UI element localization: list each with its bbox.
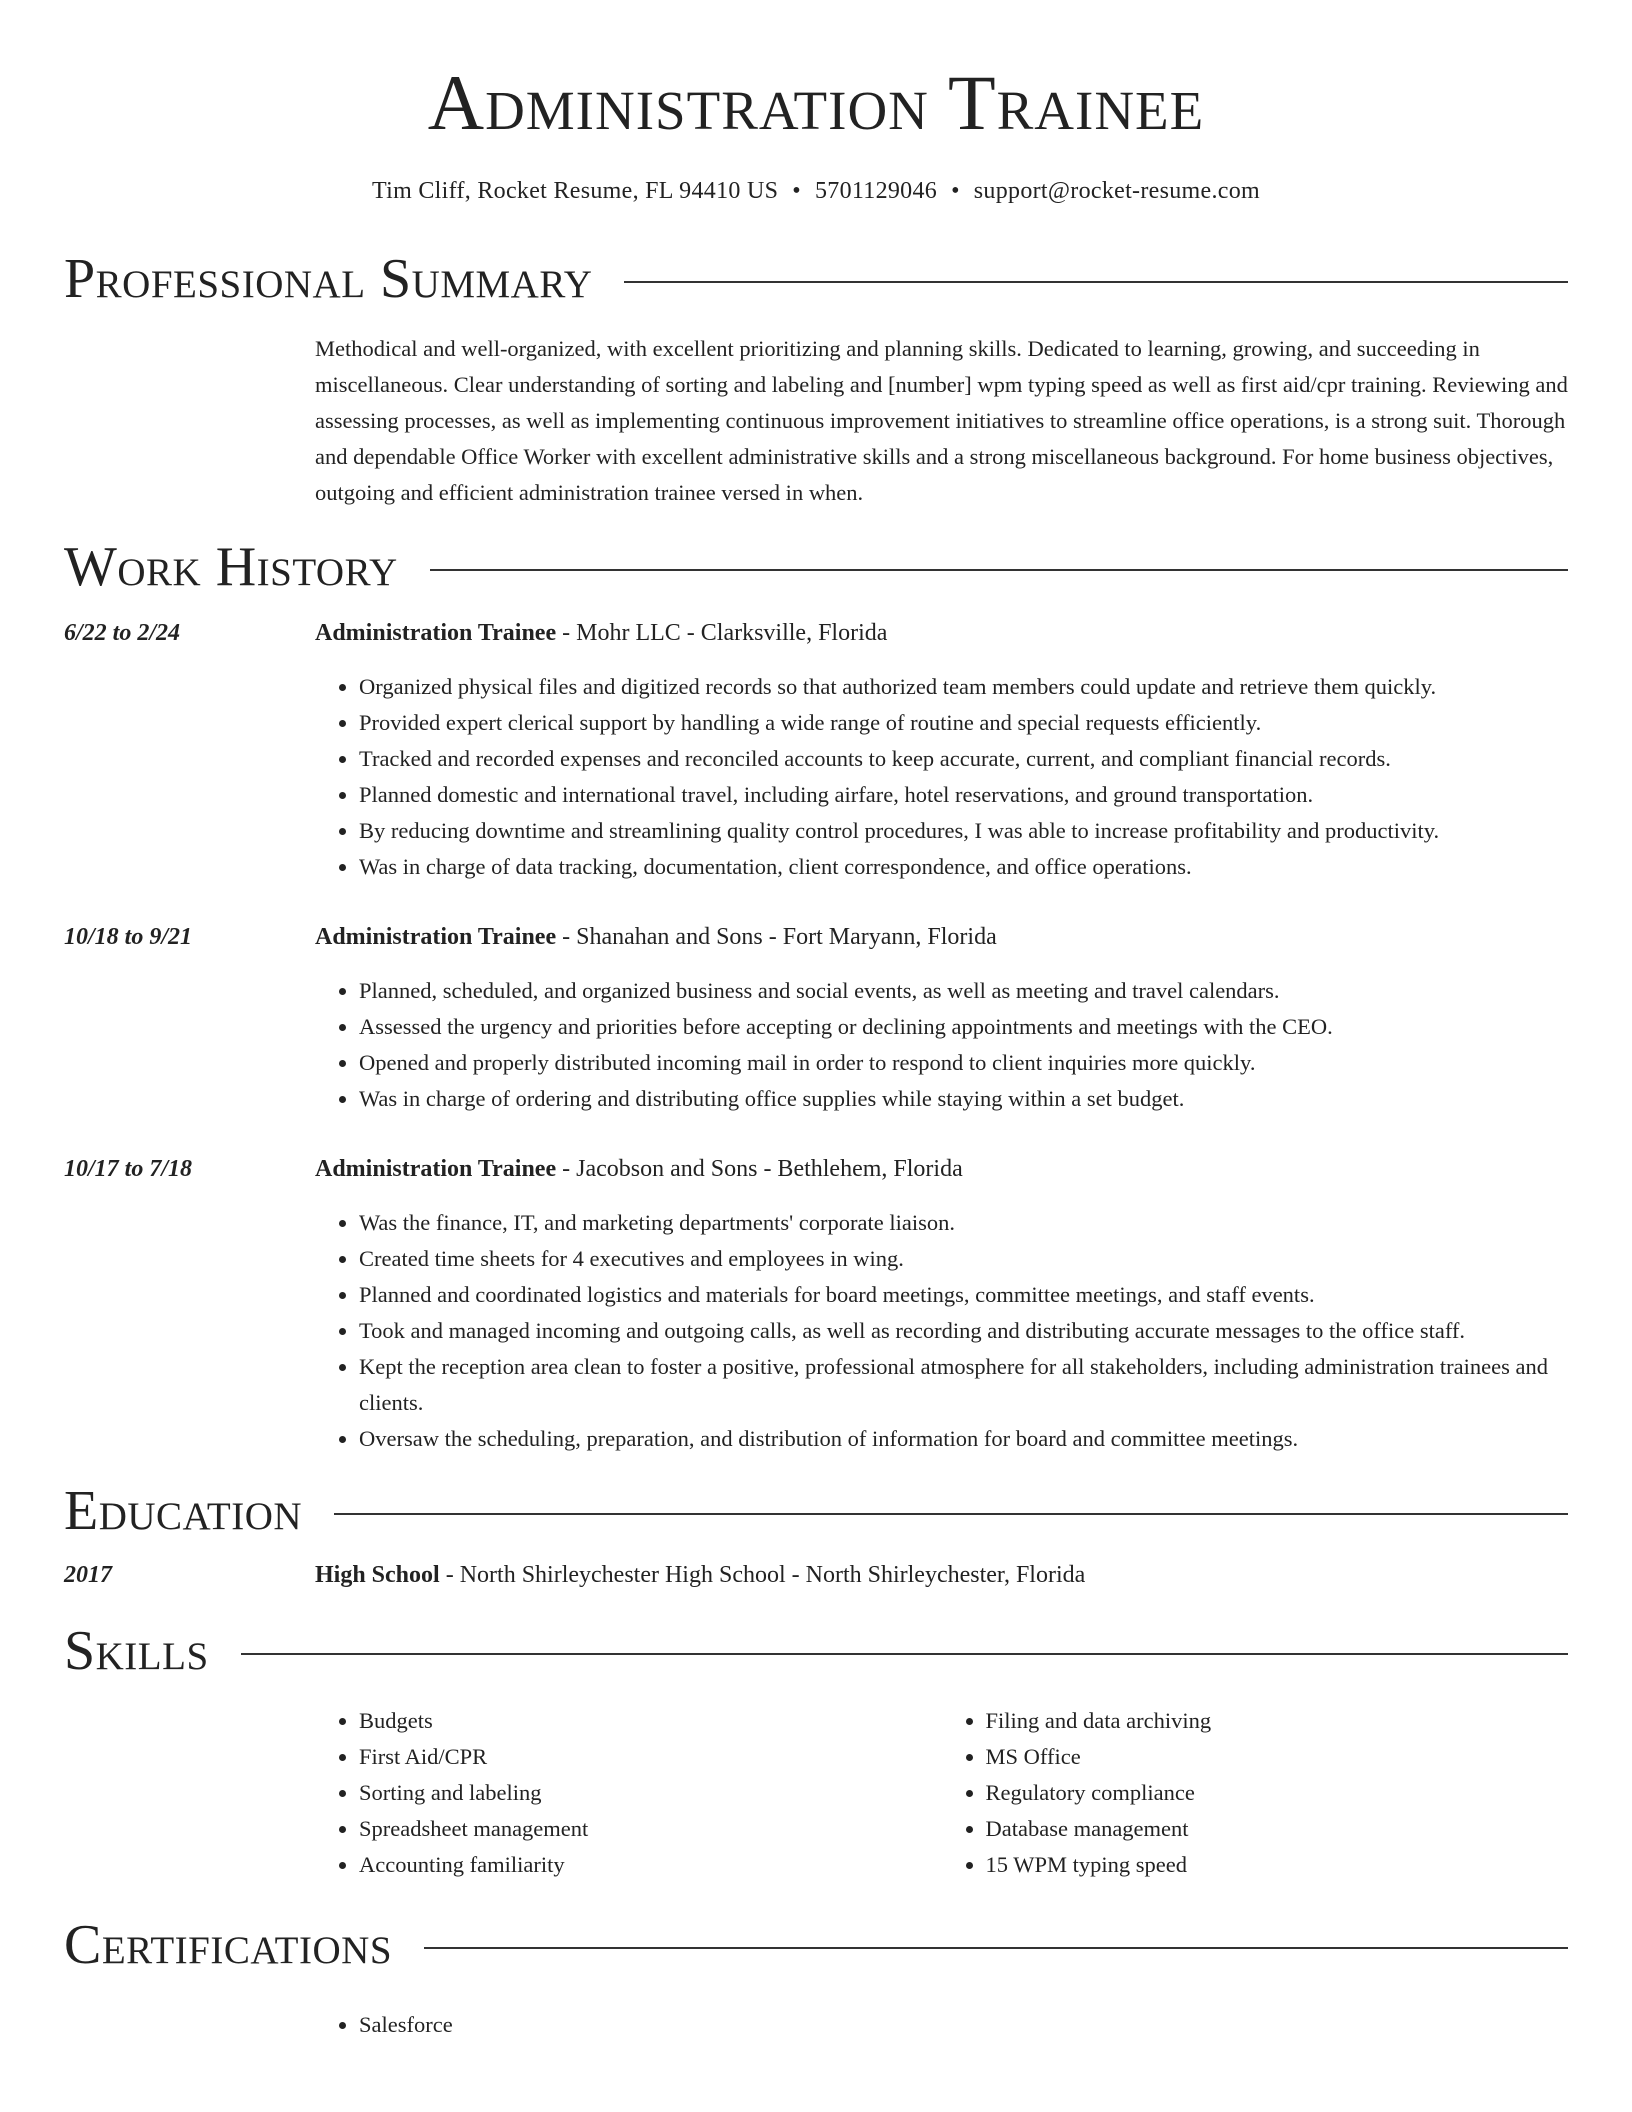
list-item: • Created time sheets for 4 executives and employees in wing.	[359, 1241, 1568, 1277]
list-item: • Was in charge of data tracking, documentation, client correspondence, and office operations.	[359, 849, 1568, 885]
list-item: • Was in charge of ordering and distributing office supplies while staying within a set budget.	[359, 1081, 1568, 1117]
list-item: • First Aid/CPR	[359, 1739, 942, 1775]
list-item: • Organized physical files and digitized records so that authorized team members could update and retrieve them quickly.	[359, 669, 1568, 705]
section-divider	[424, 1947, 1568, 1949]
section-heading: Work History	[64, 536, 398, 598]
job-heading	[315, 919, 1568, 955]
list-item: • Salesforce	[359, 2007, 1568, 2043]
contact-phone: 5701129046	[814, 178, 938, 204]
section-heading: Certifications	[64, 1914, 393, 1976]
section-divider	[241, 1653, 1568, 1655]
job-heading	[315, 615, 1568, 651]
job-details: - Shanahan and Sons - Fort Maryann, Florida	[556, 924, 997, 950]
list-item: • Filing and data archiving	[986, 1703, 1569, 1739]
list-item: • Opened and properly distributed incoming mail in order to respond to client inquiries more quickly.	[359, 1045, 1568, 1081]
list-item: • Sorting and labeling	[359, 1775, 942, 1811]
page-title: Administration Trainee	[427, 59, 1205, 146]
contact-separator: •	[951, 178, 960, 204]
section-summary-header	[64, 248, 1568, 310]
list-item: • Spreadsheet management	[359, 1811, 942, 1847]
contact-email[interactable]: support@rocket-resume.com	[973, 178, 1260, 204]
list-item: • MS Office	[986, 1739, 1569, 1775]
education-details: - North Shirleychester High School - North Shirleychester, Florida	[439, 1562, 1086, 1588]
list-item: • Planned and coordinated logistics and materials for board meetings, committee meetings, and staff events.	[359, 1277, 1568, 1313]
resume-page	[64, 0, 1568, 2043]
list-item: • Planned domestic and international travel, including airfare, hotel reservations, and ground transportation.	[359, 777, 1568, 813]
section-work-header	[64, 536, 1568, 598]
section-heading: Education	[64, 1480, 303, 1542]
job-bullets	[315, 669, 1568, 885]
job-date: 6/22 to 2/24	[64, 620, 181, 646]
certifications-items	[315, 2007, 1568, 2043]
job-entry	[64, 615, 1568, 885]
section-heading: Professional Summary	[64, 248, 593, 310]
job-details: - Jacobson and Sons - Bethlehem, Florida	[556, 1156, 963, 1182]
job-entry	[64, 1151, 1568, 1457]
job-bullets	[315, 973, 1568, 1117]
list-item: • Provided expert clerical support by handling a wide range of routine and special requests efficiently.	[359, 705, 1568, 741]
job-date: 10/17 to 7/18	[64, 1156, 193, 1182]
certifications-list	[315, 2007, 1568, 2043]
education-degree: High School	[315, 1562, 440, 1588]
job-role: Administration Trainee	[315, 1156, 557, 1182]
education-entry	[64, 1557, 1568, 1593]
list-item: • Planned, scheduled, and organized business and social events, as well as meeting and travel calendars.	[359, 973, 1568, 1009]
section-divider	[624, 281, 1568, 283]
list-item: • Kept the reception area clean to foster a positive, professional atmosphere for all stakeholders, including administration trainees and clients.	[359, 1349, 1568, 1421]
job-date: 10/18 to 9/21	[64, 924, 193, 950]
list-item: • Took and managed incoming and outgoing calls, as well as recording and distributing accurate messages to the office staff.	[359, 1313, 1568, 1349]
list-item: • By reducing downtime and streamlining quality control procedures, I was able to increase profitability and productivity.	[359, 813, 1568, 849]
list-item: • Database management	[986, 1811, 1569, 1847]
list-item: • Tracked and recorded expenses and reconciled accounts to keep accurate, current, and compliant financial records.	[359, 741, 1568, 777]
contact-address: Tim Cliff, Rocket Resume, FL 94410 US	[372, 178, 779, 204]
skills-column-left	[315, 1703, 942, 1883]
section-skills-header	[64, 1620, 1568, 1682]
skills-list	[315, 1703, 1568, 1883]
list-item: • Regulatory compliance	[986, 1775, 1569, 1811]
education-heading	[315, 1557, 1568, 1593]
section-certifications-header	[64, 1914, 1568, 1976]
section-divider	[430, 569, 1568, 571]
job-details: - Mohr LLC - Clarksville, Florida	[556, 620, 888, 646]
job-entry	[64, 919, 1568, 1117]
job-heading	[315, 1151, 1568, 1187]
job-role: Administration Trainee	[315, 924, 557, 950]
list-item: • Was the finance, IT, and marketing departments' corporate liaison.	[359, 1205, 1568, 1241]
skills-column-right	[942, 1703, 1569, 1883]
summary-text: Methodical and well-organized, with excellent prioritizing and planning skills. Dedicated to learning, growing, and succeeding in miscellaneous. Clear understanding of sorting and labeling and [number] wpm typing speed as well as first aid/cpr training. Reviewing and assessing processes, as well as implementing continuous improvement initiatives to streamline office operations, is a strong suit. Thorough and dependable Office Worker with excellent administrative skills and a strong miscellaneous background. For home business objectives, outgoing and efficient administration trainee versed in when.	[315, 336, 1568, 505]
education-date: 2017	[64, 1562, 112, 1588]
section-divider	[334, 1513, 1568, 1515]
job-bullets	[315, 1205, 1568, 1457]
list-item: • Budgets	[359, 1703, 942, 1739]
contact-line	[64, 178, 1568, 205]
job-role: Administration Trainee	[315, 620, 557, 646]
list-item: • Accounting familiarity	[359, 1847, 942, 1883]
contact-separator: •	[792, 178, 801, 204]
list-item: • Assessed the urgency and priorities before accepting or declining appointments and meetings with the CEO.	[359, 1009, 1568, 1045]
section-heading: Skills	[64, 1620, 209, 1682]
list-item: • Oversaw the scheduling, preparation, and distribution of information for board and committee meetings.	[359, 1421, 1568, 1457]
list-item: • 15 WPM typing speed	[986, 1847, 1569, 1883]
section-education-header	[64, 1480, 1568, 1542]
